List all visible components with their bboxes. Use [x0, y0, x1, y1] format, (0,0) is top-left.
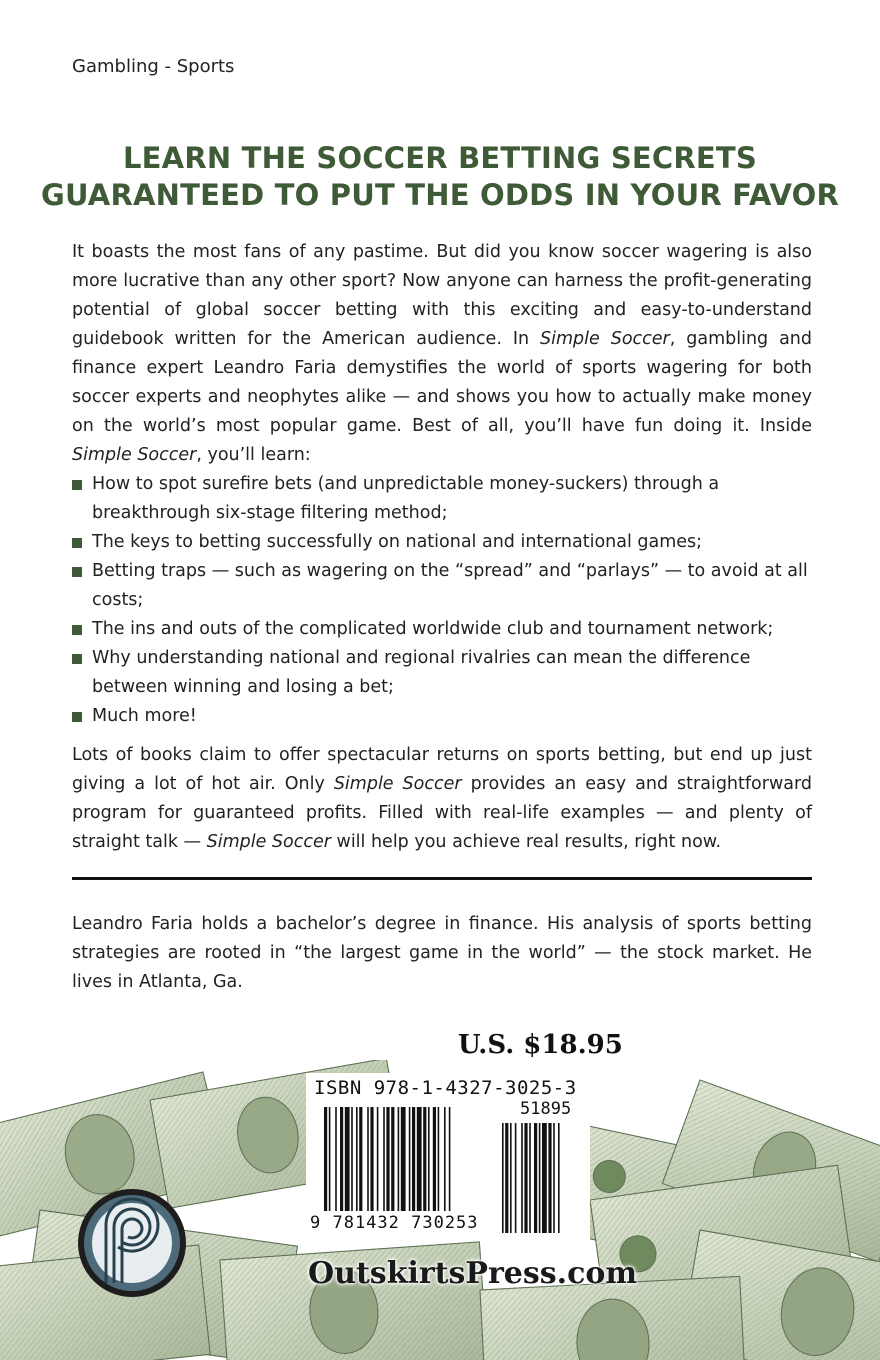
list-item — [72, 615, 812, 644]
book-title: Simple Soccer — [206, 832, 331, 852]
intro-paragraph — [72, 238, 812, 470]
intro-text-1: It boasts the most fans of any pastime. But did you know soccer wagering is also more lucrative than any other sport? Now anyone can harness the profit-generating potential of global soccer betting with this exciting and easy-to-understand guidebook written for the American audience. In — [72, 242, 812, 349]
publisher-name: OutskirtsPress.com — [308, 1256, 638, 1291]
list-item-text: The ins and outs of the complicated worldwide club and tournament network; — [92, 619, 774, 639]
list-item — [72, 557, 812, 615]
publisher-logo — [76, 1185, 188, 1301]
list-item — [72, 702, 812, 731]
list-item-text: How to spot surefire bets (and unpredictable money-suckers) through a breakthrough six-stage filtering method; — [92, 474, 720, 523]
price-code-text: 51895 — [520, 1099, 572, 1119]
headline-line-1: LEARN THE SOCCER BETTING SECRETS — [122, 141, 758, 175]
intro-text-2: , gambling and finance expert Leandro Faria demystifies the world of sports wagering for both soccer experts and neophytes alike — and shows you how to actually make money on the world’s most popular game. Best of all, you’ll have fun doing it. Inside — [72, 329, 813, 436]
closing-text-1: Lots of books claim to offer spectacular returns on sports betting, but end up just giving a lot of hot air. Only — [72, 745, 812, 794]
list-item — [72, 470, 812, 528]
ean-digits-text: 9 781432 730253 — [310, 1213, 479, 1233]
learning-list — [72, 470, 812, 731]
list-item-text: The keys to betting successfully on national and international games; — [92, 532, 703, 552]
book-title: Simple Soccer — [540, 329, 670, 349]
list-item-text: Betting traps — such as wagering on the “spread” and “parlays” — to avoid at all costs; — [92, 561, 808, 610]
book-title: Simple Soccer — [72, 445, 197, 465]
intro-text-3: , you’ll learn: — [196, 445, 311, 465]
closing-paragraph — [72, 741, 812, 857]
closing-text-2: provides an easy and straightforward program for guaranteed profits. Filled with real-life examples — and plenty of straight talk — — [72, 774, 812, 852]
list-item — [72, 644, 812, 702]
list-item-text: Much more! — [92, 706, 197, 726]
list-item-text: Why understanding national and regional rivalries can mean the difference between winning and losing a bet; — [92, 648, 751, 697]
price-label: U.S. $18.95 — [458, 1030, 623, 1060]
author-bio: Leandro Faria holds a bachelor’s degree in finance. His analysis of sports betting strategies are rooted in “the largest game in the world” — the stock market. He lives in Atlanta, Ga. — [72, 914, 812, 992]
barcode — [306, 1073, 590, 1241]
headline-line-2: GUARANTEED TO PUT THE ODDS IN YOUR FAVOR — [40, 178, 840, 212]
category-label: Gambling - Sports — [72, 56, 235, 77]
list-item — [72, 528, 812, 557]
description-body — [72, 238, 812, 857]
headline — [0, 140, 880, 214]
divider — [72, 877, 812, 880]
book-title: Simple Soccer — [333, 774, 462, 794]
closing-text-3: will help you achieve real results, right now. — [330, 832, 722, 852]
isbn-text: ISBN 978-1-4327-3025-3 — [314, 1077, 577, 1099]
